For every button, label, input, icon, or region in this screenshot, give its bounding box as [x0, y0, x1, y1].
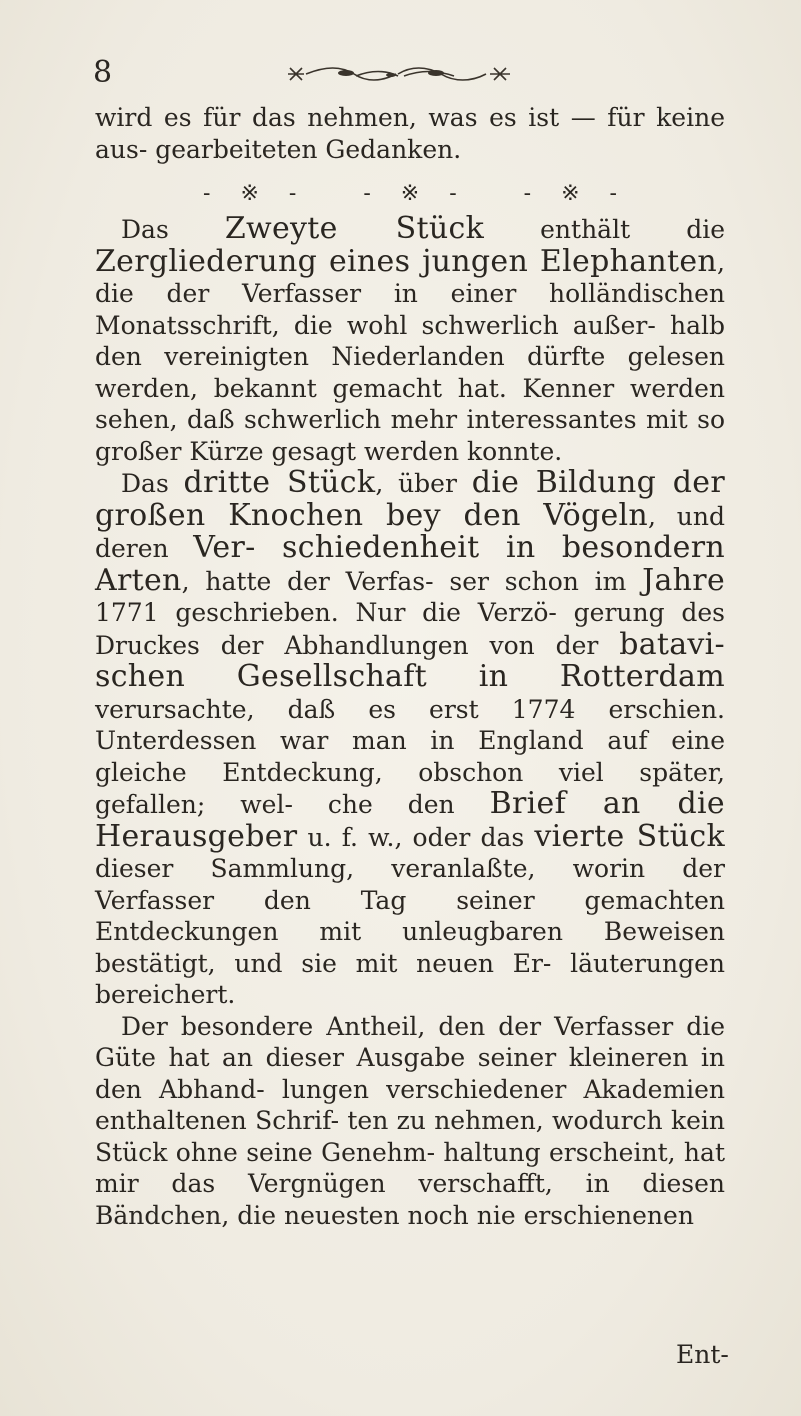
emphasized-text: dritte Stück	[183, 465, 376, 500]
paragraph-author-share	[95, 1011, 725, 1232]
emphasized-text: Ver- schiedenheit in besondern Arten	[95, 530, 725, 598]
section-separator: -※- -※- -※-	[203, 181, 647, 206]
emphasized-text: vierte Stück	[534, 818, 725, 854]
emphasized-text: Zweyte Stück	[224, 211, 485, 246]
text-segment: Das	[121, 215, 225, 244]
emphasized-text: batavi- schen Gesellschaft in Rotterdam	[95, 626, 725, 694]
text-segment: , hatte der Verfas- ser schon im	[181, 566, 643, 596]
text-segment: enthält die	[484, 215, 725, 244]
emphasized-text: die Bildung der großen Knochen bey den Vögeln	[95, 465, 725, 533]
text-segment: , über	[375, 469, 472, 498]
text-segment: , und deren	[95, 501, 725, 563]
text-segment: dieser Sammlung, veranlaßte, worin der Verfasser den Tag seiner gemachten Entdeckungen mit unleugbaren Beweisen bestätigt, und sie mit neuen Er- läuterungen bereichert.	[95, 854, 725, 1009]
emphasized-text: Zergliederung eines jungen Elephanten	[95, 243, 718, 279]
text-segment: verursachte, daß es erst 1774 erschien. Unterdessen war man in England auf eine gleiche Entdeckung, obschon viel später, gefallen; wel- che den	[95, 694, 725, 819]
text-segment: , die der Verfasser in einer holländischen Monatsschrift, die wohl schwerlich außer- halb den vereinigten Niederlanden dürfte gelesen werden, bekannt gemacht hat. Kenner werden sehen, daß schwerlich mehr interessantes mit so großer Kürze gesagt werden konnte.	[95, 247, 725, 466]
catchword: Ent-	[676, 1340, 729, 1369]
emphasized-text: Brief an die Herausgeber	[95, 786, 725, 854]
text-segment: wird es für das nehmen, was es ist — für keine aus- gearbeiteten Gedanken.	[95, 103, 725, 164]
text-segment: Das	[121, 469, 184, 498]
body-text	[95, 102, 725, 1231]
paragraph-third-piece	[95, 467, 725, 1011]
header-ornament	[286, 62, 516, 86]
emphasized-text: Jahre	[642, 562, 725, 598]
text-segment: u. f. w., oder das	[297, 822, 535, 852]
text-segment: 1771 geschrieben. Nur die Verzö- gerung des Druckes der Abhandlungen von der	[95, 598, 725, 660]
text-segment: Der besondere Antheil, den der Verfasser die Güte hat an dieser Ausgabe seiner kleineren in den Abhand- lungen verschiedener Akademien enthaltenen Schrif- ten zu nehmen, wodurch kein Stück ohne seine Genehm- haltung erscheint, hat mir das Vergnügen verschafft, in diesen Bändchen, die neuesten noch nie erschienenen	[95, 1011, 725, 1230]
paragraph-second-piece	[95, 213, 725, 467]
page-number: 8	[93, 55, 113, 90]
paragraph-continuation	[95, 102, 725, 165]
